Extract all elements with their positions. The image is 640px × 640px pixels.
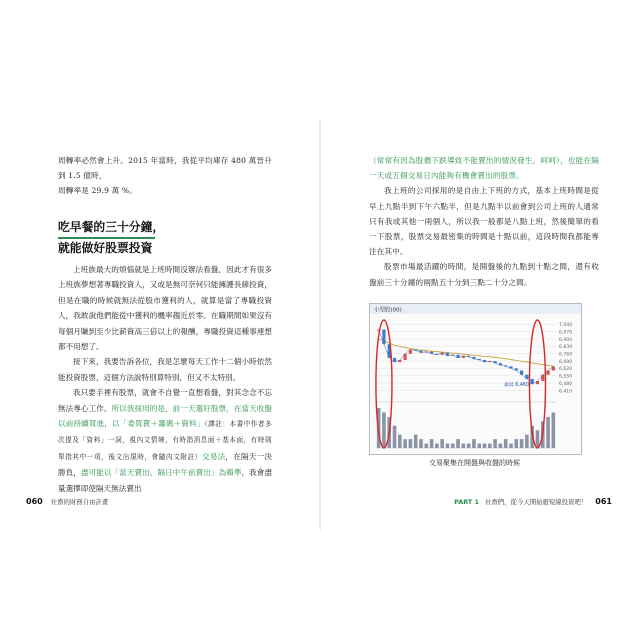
y-tick-label: 7,040 [559,323,573,329]
footer-right [454,497,618,506]
volume-bar [552,412,556,448]
paragraph-3-mid: ，在隔天一決勝負， [58,451,273,478]
right-paragraph-3: 股票市場最活躍的時間，是開盤後的九點到十點之間，還有收盤前三十分鐘的兩點五十分到三點二十分之間。 [369,262,599,287]
volume-bar [525,435,529,448]
paragraph-1: 上班族最大的煩惱就是上班時間沒辦法看盤，因此才有很多上班族夢想著專職投資人，又或是無可奈何只能擁護長線投資，但是在職的時候就無法從股市獲利的人，就算是當了專職投資人，我敢說他們能從中獲利的機率趨近於零。在職期間如果沒有每個月賺到至少比薪資高三倍以上的報酬，專職投資這種事連想都不用想了。 [58,265,272,352]
volume-bar [520,439,524,448]
volume-bar [499,444,503,448]
y-tick-label: 6,690 [559,359,573,365]
left-body-text [58,262,272,496]
y-tick-label: 6,550 [559,374,573,380]
volume-bar [462,444,466,448]
heading-line-1: 吃早餐的三十分鐘， [58,220,165,234]
volume-bar [398,435,402,448]
chart-title: 小型股(00) [374,307,402,314]
right-page-number: 061 [595,497,612,506]
figure-caption: 交易聚集在開盤與收盤的時候 [429,459,520,467]
volume-bar [446,444,450,448]
volume-bar [451,444,455,448]
volume-bar [546,417,550,448]
left-intro [58,153,272,199]
volume-bar [504,439,508,448]
volume-bar [403,439,407,448]
volume-bar [424,444,428,448]
volume-bar [382,412,386,448]
y-tick-label: 6,410 [559,389,573,395]
volume-bar [414,435,418,448]
y-tick-label: 6,830 [559,345,573,351]
volume-bar [509,444,513,448]
footer-left [20,497,108,506]
part-label: PART 1 [454,498,479,506]
volume-bar [536,430,540,448]
right-paragraph-2: 我上班的公司採用的是自由上下班的方式，基本上班時間是從早上九點半到下午六點半，但是九點半以前會到公司上班的人通常只有我或其他一兩個人，所以我一般都是八點上班，然後簡單的看一下股票，股票交易最密集的時間是十點以前，這段時間我都能專注在其中。 [369,186,599,257]
intro-line-2: 周轉率是 29.9 萬 %。 [58,186,138,196]
paragraph-2: 接下來，我要告訴各位，我是怎麼每天工作十二個小時依然能投資股票，這個方法說特別算特別，但又不太特別。 [58,357,272,382]
stock-chart-figure [369,303,582,455]
volume-bar [493,439,497,448]
volume-bar [488,444,492,448]
volume-bar [409,439,413,448]
volume-bar [477,444,481,448]
moving-average-line [379,339,554,366]
left-running-title: 社畜的財務自由計畫 [50,498,109,506]
paragraph-3-start: 我只要手裡有股票，就會不自覺一直想看盤，對其念念不忘無法專心工作。 [58,388,272,413]
volume-bar [514,439,518,448]
y-tick-label: 6,760 [559,352,573,358]
price-candle [382,330,385,345]
paragraph-3-highlight-2: 交易法 [202,451,226,461]
right-running-title: 社畜們，從今天開始避短線投資吧！ [485,498,588,506]
paragraph-3 [58,385,272,496]
paragraph-3-highlight-3: 盡可能以「當天賣出、隔日中午前賣出」為賴準 [80,468,242,478]
page-gutter [319,120,321,530]
heading-underline [58,237,155,239]
intro-line-1: 周轉率必然會上升。2015 年當時，我從平均庫存 480 萬晉升到 1.5 億時， [58,156,272,181]
section-heading [58,219,178,257]
volume-bar [456,439,460,448]
right-body-text [369,153,599,290]
right-paragraph-1: （常常有因為股價下跌導致不能賣出的情況發生，呵呵），也能在隔一天或五個交易日內能夠有機會賣出的股票。 [369,156,599,181]
volume-bar [472,439,476,448]
volume-bar [419,439,423,448]
stock-chart [370,304,581,454]
min-price-annotation: 最低 6,460 [504,383,530,389]
heading-line-2: 就能做好股票投資 [58,241,153,255]
y-tick-label: 6,970 [559,330,573,336]
y-tick-label: 6,620 [559,367,573,373]
translator-note: （譯註：本書中作者多次提及「資料」一詞，視內文情境，有時指消息面＋基本面，有時則單指其中一項，後文出現時，會隨內文附註） [58,420,273,461]
y-tick-label: 6,480 [559,381,573,387]
volume-bar [467,444,471,448]
paragraph-3-highlight-1: 所以我採用的是，前一天選好股票，在當天收盤以前持續買進，以「委買賣＋籌碼＋資料」 [58,403,273,429]
volume-bar [440,439,444,448]
y-tick-label: 6,900 [559,337,573,343]
left-page-number: 060 [26,497,43,506]
volume-bar [393,426,397,448]
paragraph-3-end: ，我會盡量選擇即使隔天無法賣出 [58,468,273,493]
volume-bar [430,439,434,448]
volume-bar [435,444,439,448]
volume-bar [483,444,487,448]
